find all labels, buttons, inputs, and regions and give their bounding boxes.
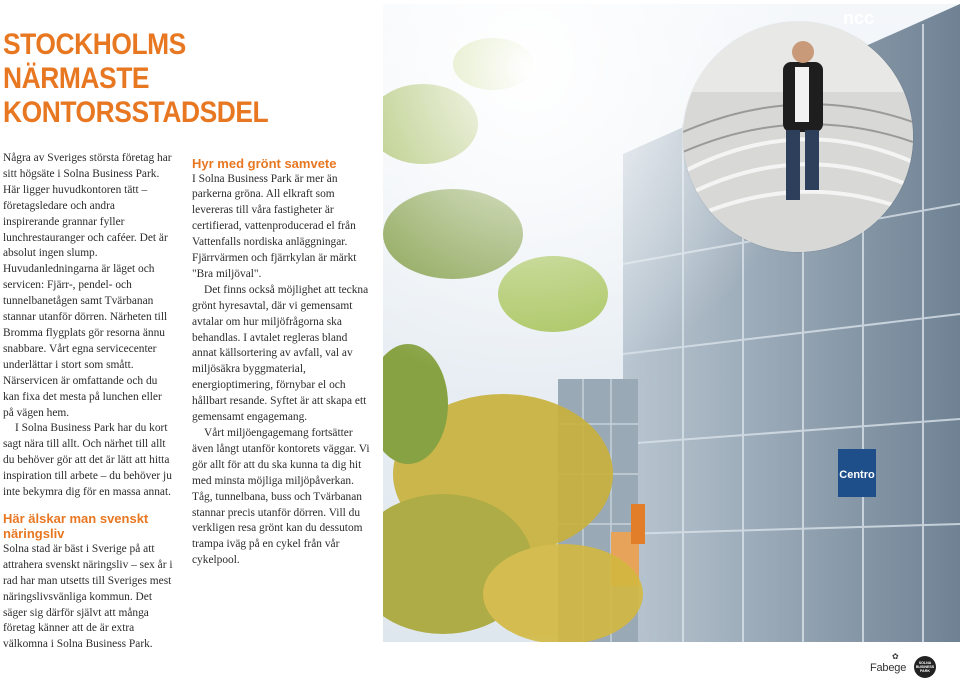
- fabege-logo: Fabege: [870, 662, 907, 674]
- body-paragraph: I Solna Business Park har du kort sagt nära till allt. Och närhet till allt du behöver gör att det är lätt att hitta inspiration till arbete – du behöver ju inte bekymra dig för en massa annat.: [3, 422, 172, 499]
- solna-business-park-logo: SOLNA BUSINESS PARK: [914, 656, 936, 678]
- body-paragraph: Vårt miljöengagemang fortsätter även långt utanför kontorets väggar. Vi gör allt för att du ska kunna ta dig hit med minsta möjliga miljöpåverkan. Tåg, tunnelbana, buss och Tvärbanan stannar precis utanför dörren. Vill du verkligen resa grönt kan du dessutom trampa iväg på en cykel från vår cykelpool.: [192, 427, 370, 567]
- page-title: STOCKHOLMS NÄRMASTE KONTORSSTADSDEL: [3, 28, 269, 129]
- body-paragraph: Solna stad är bäst i Sverige på att attrahera svenskt näringsliv – sex år i rad har man utsetts till Sveriges mest näringslivsvänliga kommun. Det säger sig därför självt att många företag känner att de är extra välkomna i Solna Business Park.: [3, 542, 173, 651]
- intro-paragraph: Några av Sveriges största företag har sitt högsäte i Solna Business Park. Här ligger huvudkontoren tätt – företagsledare och andra inspirerande grannar fyller lunchrestauranger och caféer. Det är absolut ingen slump. Huvudanledningarna är läget och servicen: Fjärr-, pendel- och tunnelbanetågen samt Tvärbanan stannar utanför dörren. Närheten till Bromma flygplats gör resorna ännu snabbare. Vårt egna servicecenter underlättar i stort som smått. Närservicen är omfattande och du kan fixa det mesta på lunchen eller på vägen hem.: [3, 152, 172, 419]
- section-heading-gront: Hyr med grönt samvete: [192, 156, 337, 171]
- text-column-left: [3, 151, 173, 653]
- inset-photo-businessman: [683, 22, 913, 252]
- section-heading-naringsliv: Här älskar man svenskt näringsliv: [3, 510, 149, 542]
- body-paragraph: I Solna Business Park är mer än parkerna gröna. All elkraft som levereras till våra fastigheter är certifierad, vattenproducerad el från Vattenfalls nordiska anläggningar. Fjärrvärmen och fjärrkylan är märkt "Bra miljöval".: [192, 172, 357, 280]
- fabege-mark-icon: ✿: [892, 652, 899, 661]
- body-paragraph: Det finns också möjlighet att teckna grönt hyresavtal, där vi gemensamt avtalar om hur miljöfrågorna ska behandlas. I avtalet regleras bland annat källsortering av avfall, val av miljösäkra byggmaterial, energioptimering, förnybar el och hållbart resande. Syftet är att skapa ett gemensamt engagemang.: [192, 283, 369, 424]
- text-column-right: [192, 156, 372, 569]
